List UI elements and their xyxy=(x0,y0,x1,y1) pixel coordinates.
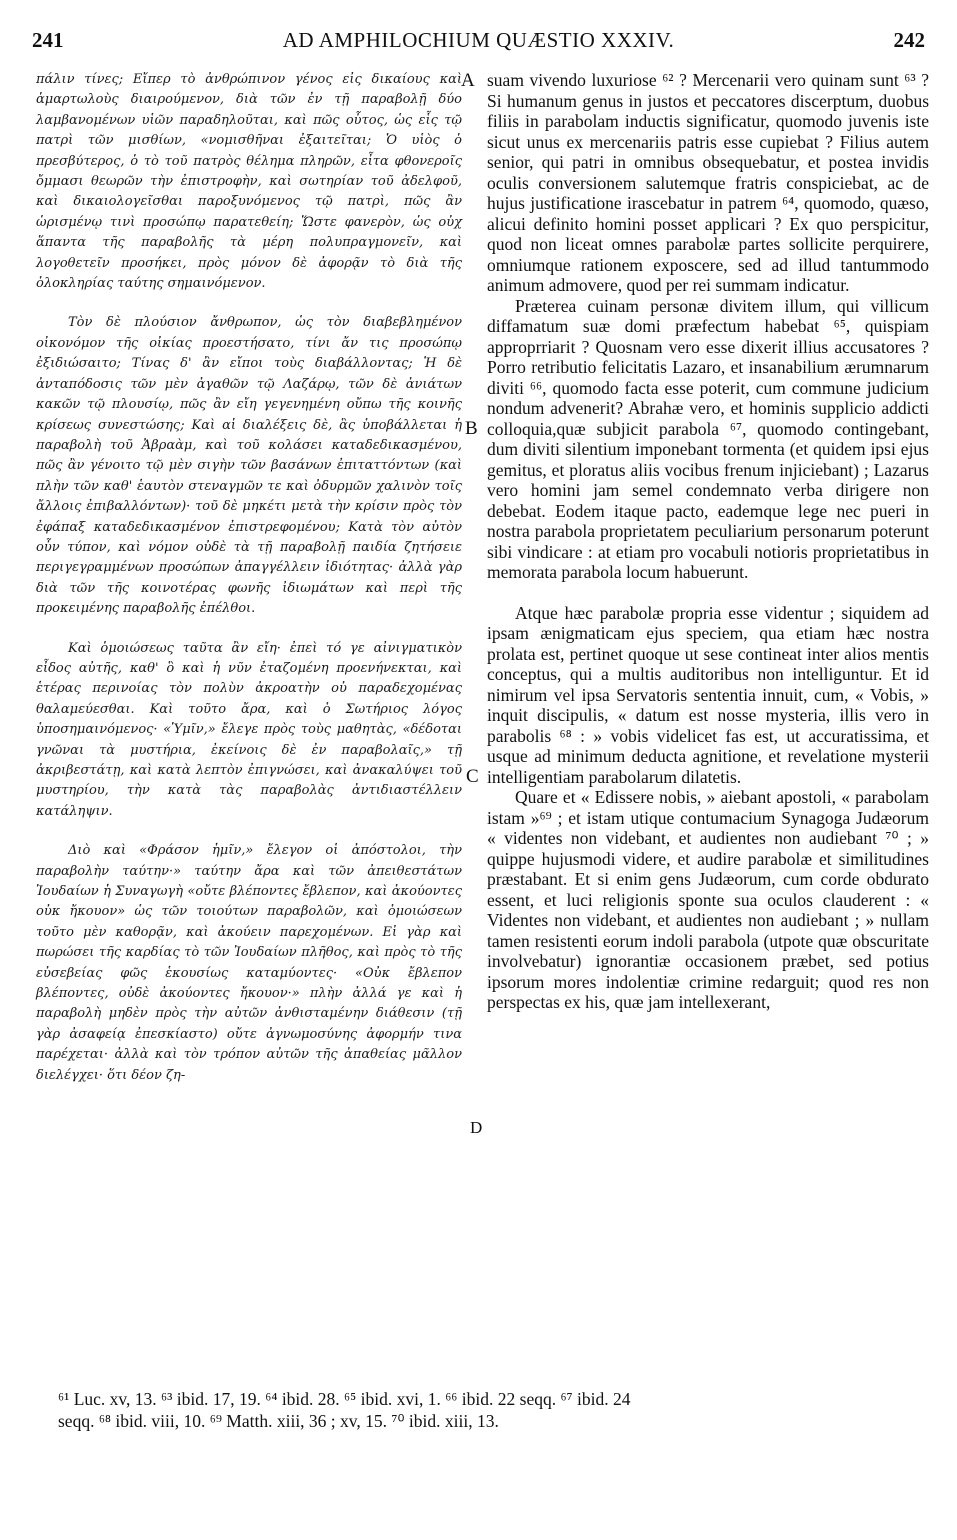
section-marker-d: D xyxy=(470,1118,483,1137)
running-header xyxy=(0,28,957,58)
latin-paragraph-4: Quare et « Edissere nobis, » aiebant apostoli, « parabolam istam »⁶⁹ ; et istam utique contumacium Synagoga Judæorum « videntes non videbant, et audientes non audiebant ⁷⁰ ; » quippe hujusmodi videre, et audire parabolæ et similitudines præstabant. Et si enim gens Judæorum, cum corde obdurato essent, et luci religionis sponte sua oculos clauderent : « Videntes non videbant, et audientes non audiebant ; » nullam tamen resistenti eorum indoli parabola (utpote quæ obscuritate involvebatur) ignorantiæ occasionem præbet, sed potius ipsorum mores indolentiæ crimine redarguit; quod res non perspectas ex his, quæ jam intellexerant, xyxy=(487,787,929,1012)
latin-paragraph-3: Atque hæc parabolæ propria esse videntur ; siquidem ad ipsam ænigmaticam ejus speciem, qua etiam hæc nostra prolata est, pertinet quoque ut sese contineat inter alios mentis conceptus, qui a multis auditoribus non intelliguntur. Et id nimirum vel ipsa Servatoris sententia innuit, cum, « Vobis, » inquit discipulis, « datum est nosse mysteria, illis vero in parabolis ⁶⁸ : » vobis videlicet fas est, ut accuratissima, et usque ad minimum deducta agnitione, et revelatione mysterii intelligentiam parabolarum dilatetis. xyxy=(487,602,929,787)
latin-column xyxy=(487,70,929,1013)
page-number-left: 241 xyxy=(32,28,64,52)
greek-paragraph-2: Τὸν δὲ πλούσιον ἄνθρωπον, ὡς τὸν διαβεβλημένον οἰκονόμον τῆς οἰκίας προεστήσατο, τίνι ἄν τις προσώπῳ ἐξιδιώσαιτο; Τίνας δ' ἂν εἴποι τοὺς διαβάλλοντας; Ἡ δὲ ἀνταπόδοσις τῶν μὲν ἀγαθῶν τῷ Λαζάρῳ, τῶν δὲ ἀνιάτων κακῶν τῷ πλουσίῳ, πῶς ἂν εἴη γεγενημένη οὔπω τῆς κοινῆς κρίσεως συνεστώσης; Καὶ αἱ διαλέξεις δὲ, ἃς ὑποβάλλεται ἡ παραβολὴ τοῦ Ἀβραὰμ, καὶ τοῦ κολάσει καταδεδικασμένου, πῶς ἂν γένοιτο τῷ μὲν σιγὴν τῶν βασάνων ἐπιταττόντων (καὶ πλὴν τῶν καθ' ἑαυτὸν στεναγμῶν τε καὶ ὀδυρμῶν χαλινὸν τοῖς ἄλλοις ἐπιβαλλόντων)· τοῦ δὲ μηκέτι μετὰ τὴν κρίσιν πρὸς τὸν ἐφάπαξ καταδεδικασμένον ἐπιστρεφομένου; Κατὰ τὸν αὐτὸν οὖν τύπον, καὶ νόμον οὐδὲ τὰ τῇ παραβολῇ παιδία ζητήσειε περιγεγραμμένων προσώπων ἀπαγγέλλειν ἰδιότητας· ἀλλὰ γὰρ διὰ τῶν τῆς κοινοτέρας φωνῆς ἰδιωμάτων καὶ περὶ τῆς προκειμένης παραβολῆς ἐπέλθοι. xyxy=(36,315,462,617)
section-marker-b: B xyxy=(465,418,478,439)
footnotes xyxy=(58,1388,933,1432)
greek-column xyxy=(36,70,462,1086)
section-marker-a: A xyxy=(461,70,475,91)
latin-paragraph-2: Præterea cuinam personæ divitem illum, qui villicum diffamatum suæ domi præfectum habebat ⁶⁵, quispiam approprriarit ? Quosnam vero esse dixerit illius accusatores ? Porro retributio felicitatis Lazaro, et insanabilium ærumnarum diviti ⁶⁶, quomodo facta esse poterit, cum commune judicium nondum advenerit? Abrahæ vero, et hominis supplicio addicti colloquia,quæ subjicit parabola ⁶⁷, quomodo contingebant, dum diviti silentium imponebant tormenta (et quidem ipsi ejus gemitus, et ploratus aliis vocibus frenum injiciebant) ; Lazarus vero homini jam semel condemnato verba dirigere non debebat. Eodem itaque pacto, eademque lege nec pueri in nostra parabola proprietatem peculiarium personarum poterunt sibi vindicare : at etiam pro vocabuli notioris proprietatibus in memorata parabola locum habuerunt. xyxy=(487,295,929,582)
greek-paragraph-4: Διὸ καὶ «Φράσον ἡμῖν,» ἔλεγον οἱ ἀπόστολοι, τὴν παραβολὴν ταύτην·» ταύτην ἄρα καὶ τῶν ἀπειθεστάτων Ἰουδαίων ἡ Συναγωγὴ «οὔτε βλέποντες ἔβλεπον, καὶ ἀκούοντες οὐκ ἤκουον» ὡς τῶν τοιούτων παραβολῶν, καὶ ὁμοιώσεων τοῦτο μὲν καθορᾷν, καὶ ἀκούειν παρεχομένων. Εἰ γὰρ καὶ πωρώσει τῆς καρδίας τὸ τῶν Ἰουδαίων πλῆθος, καὶ πρὸς τὸ τῆς εὐσεβείας φῶς ἑκουσίως καταμύοντες· «Οὐκ ἔβλεπον βλέποντες, οὐδὲ ἀκούοντες ἤκουον·» πλὴν ἀλλά γε καὶ ἡ παραβολὴ μηδὲν πρὸς τὴν αὐτῶν ἀνθισταμένην διάθεσιν (τῇ γὰρ ἀσαφείᾳ ἐπεσκίαστο) οὔτε ἀγνωμοσύνης ἀφορμήν τινα παρέχεται· ἀλλὰ καὶ τὸν τρόπον αὐτῶν τῆς ἀπαθείας μᾶλλον διελέγχει· ὅτι δέον ζη- xyxy=(36,843,462,1083)
footnote-line-2: seqq. ⁶⁸ ibid. viii, 10. ⁶⁹ Matth. xiii, 36 ; xv, 15. ⁷⁰ ibid. xiii, 13. xyxy=(58,1411,499,1431)
greek-paragraph-1: πάλιν τίνες; Εἴπερ τὸ ἀνθρώπινον γένος εἰς δικαίους καὶ ἁμαρτωλοὺς διαιρούμενον, διὰ τῶν ἐν τῇ παραβολῇ δύο λαμβανομένων υἱῶν παραδηλοῦται, καὶ πῶς οὗτος, ὡς εἷς τῷ πατρὶ τῶν μισθίων, «νομισθῆναι ἐξαιτεῖται; Ὁ υἱὸς ὁ πρεσβύτερος, ὁ τὸ τοῦ πατρὸς θέλημα πληρῶν, εἶτα φθονεροῖς ὄμμασι θεωρῶν τὴν ἐπιστροφὴν, καὶ σωτηρίαν τοῦ ἀδελφοῦ, καὶ δικαιολογεῖσθαι παροξυνόμενος τῷ πατρὶ, πῶς ἂν ὡρισμένῳ τινὶ προσώπῳ παρατεθείη; Ὥστε φανερὸν, ὡς οὐχ ἅπαντα τῆς παραβολῆς τὰ μέρη πολυπραγμονεῖν, καὶ λογοθετεῖν προσήκει, πρὸς μόνον δὲ ἀφορᾷν τὸ διὰ τῆς ὁλοκληρίας ταύτης σημαινόμενον. xyxy=(36,72,462,292)
footnote-line-1: ⁶¹ Luc. xv, 13. ⁶³ ibid. 17, 19. ⁶⁴ ibid. 28. ⁶⁵ ibid. xvi, 1. ⁶⁶ ibid. 22 seqq. ⁶⁷ ibid. 24 xyxy=(58,1389,631,1409)
latin-paragraph-1: suam vivendo luxuriose ⁶² ? Mercenarii vero quinam sunt ⁶³ ? Si humanum genus in justos et peccatores discerptum, duobus filiis in parabolam inductis significatur, quomodo juvenis iste sicut unus ex mercenariis patris esse cupiebat ? Filius autem senior, qui patri in omnibus obsequebatur, et postea invidis oculis conversionem salutemque fratris conspiciebat, ac de hujus justificatione irascebatur in patrem ⁶⁴, quomodo, quæso, alicui definito homini posset applicari ? Ex quo perspicitur, quod non liceat omnes parabolæ partes sollicite perquirere, omniumque rationem exposcere, sed ad illud tantummodo animum admovere, quod per rei summam indicatur. xyxy=(487,70,929,295)
page-number-right: 242 xyxy=(893,28,925,52)
greek-paragraph-3: Καὶ ὁμοιώσεως ταῦτα ἂν εἴη· ἐπεὶ τό γε αἰνιγματικὸν εἶδος αὐτῆς, καθ' ὃ καὶ ἡ νῦν ἐταζομένη προενήνεκται, καὶ ἑτέρας περινοίας τὸν πολὺν ἀκροατὴν οὐ παραδεχομένας θαλαμεύεσθαι. Καὶ τοῦτο ἄρα, καὶ ὁ Σωτήριος λόγος ὑποσημαινόμενος· «Ὑμῖν,» ἔλεγε πρὸς τοὺς μαθητὰς, «δέδοται γνῶναι τὰ μυστήρια, ἐκείνοις δὲ ἐν παραβολαῖς,» τῇ ἀκριβεστάτῃ, καὶ κατὰ λεπτὸν ἐπιγνώσει, καὶ ἀνακαλύψει τοῦ μυστηρίου, τὴν κατὰ τὰς παραβολὰς ἀντιδιαστέλλειν κατάληψιν. xyxy=(36,640,462,819)
section-marker-c: C xyxy=(466,766,479,787)
running-title: AD AMPHILOCHIUM QUÆSTIO XXXIV. xyxy=(282,28,675,52)
